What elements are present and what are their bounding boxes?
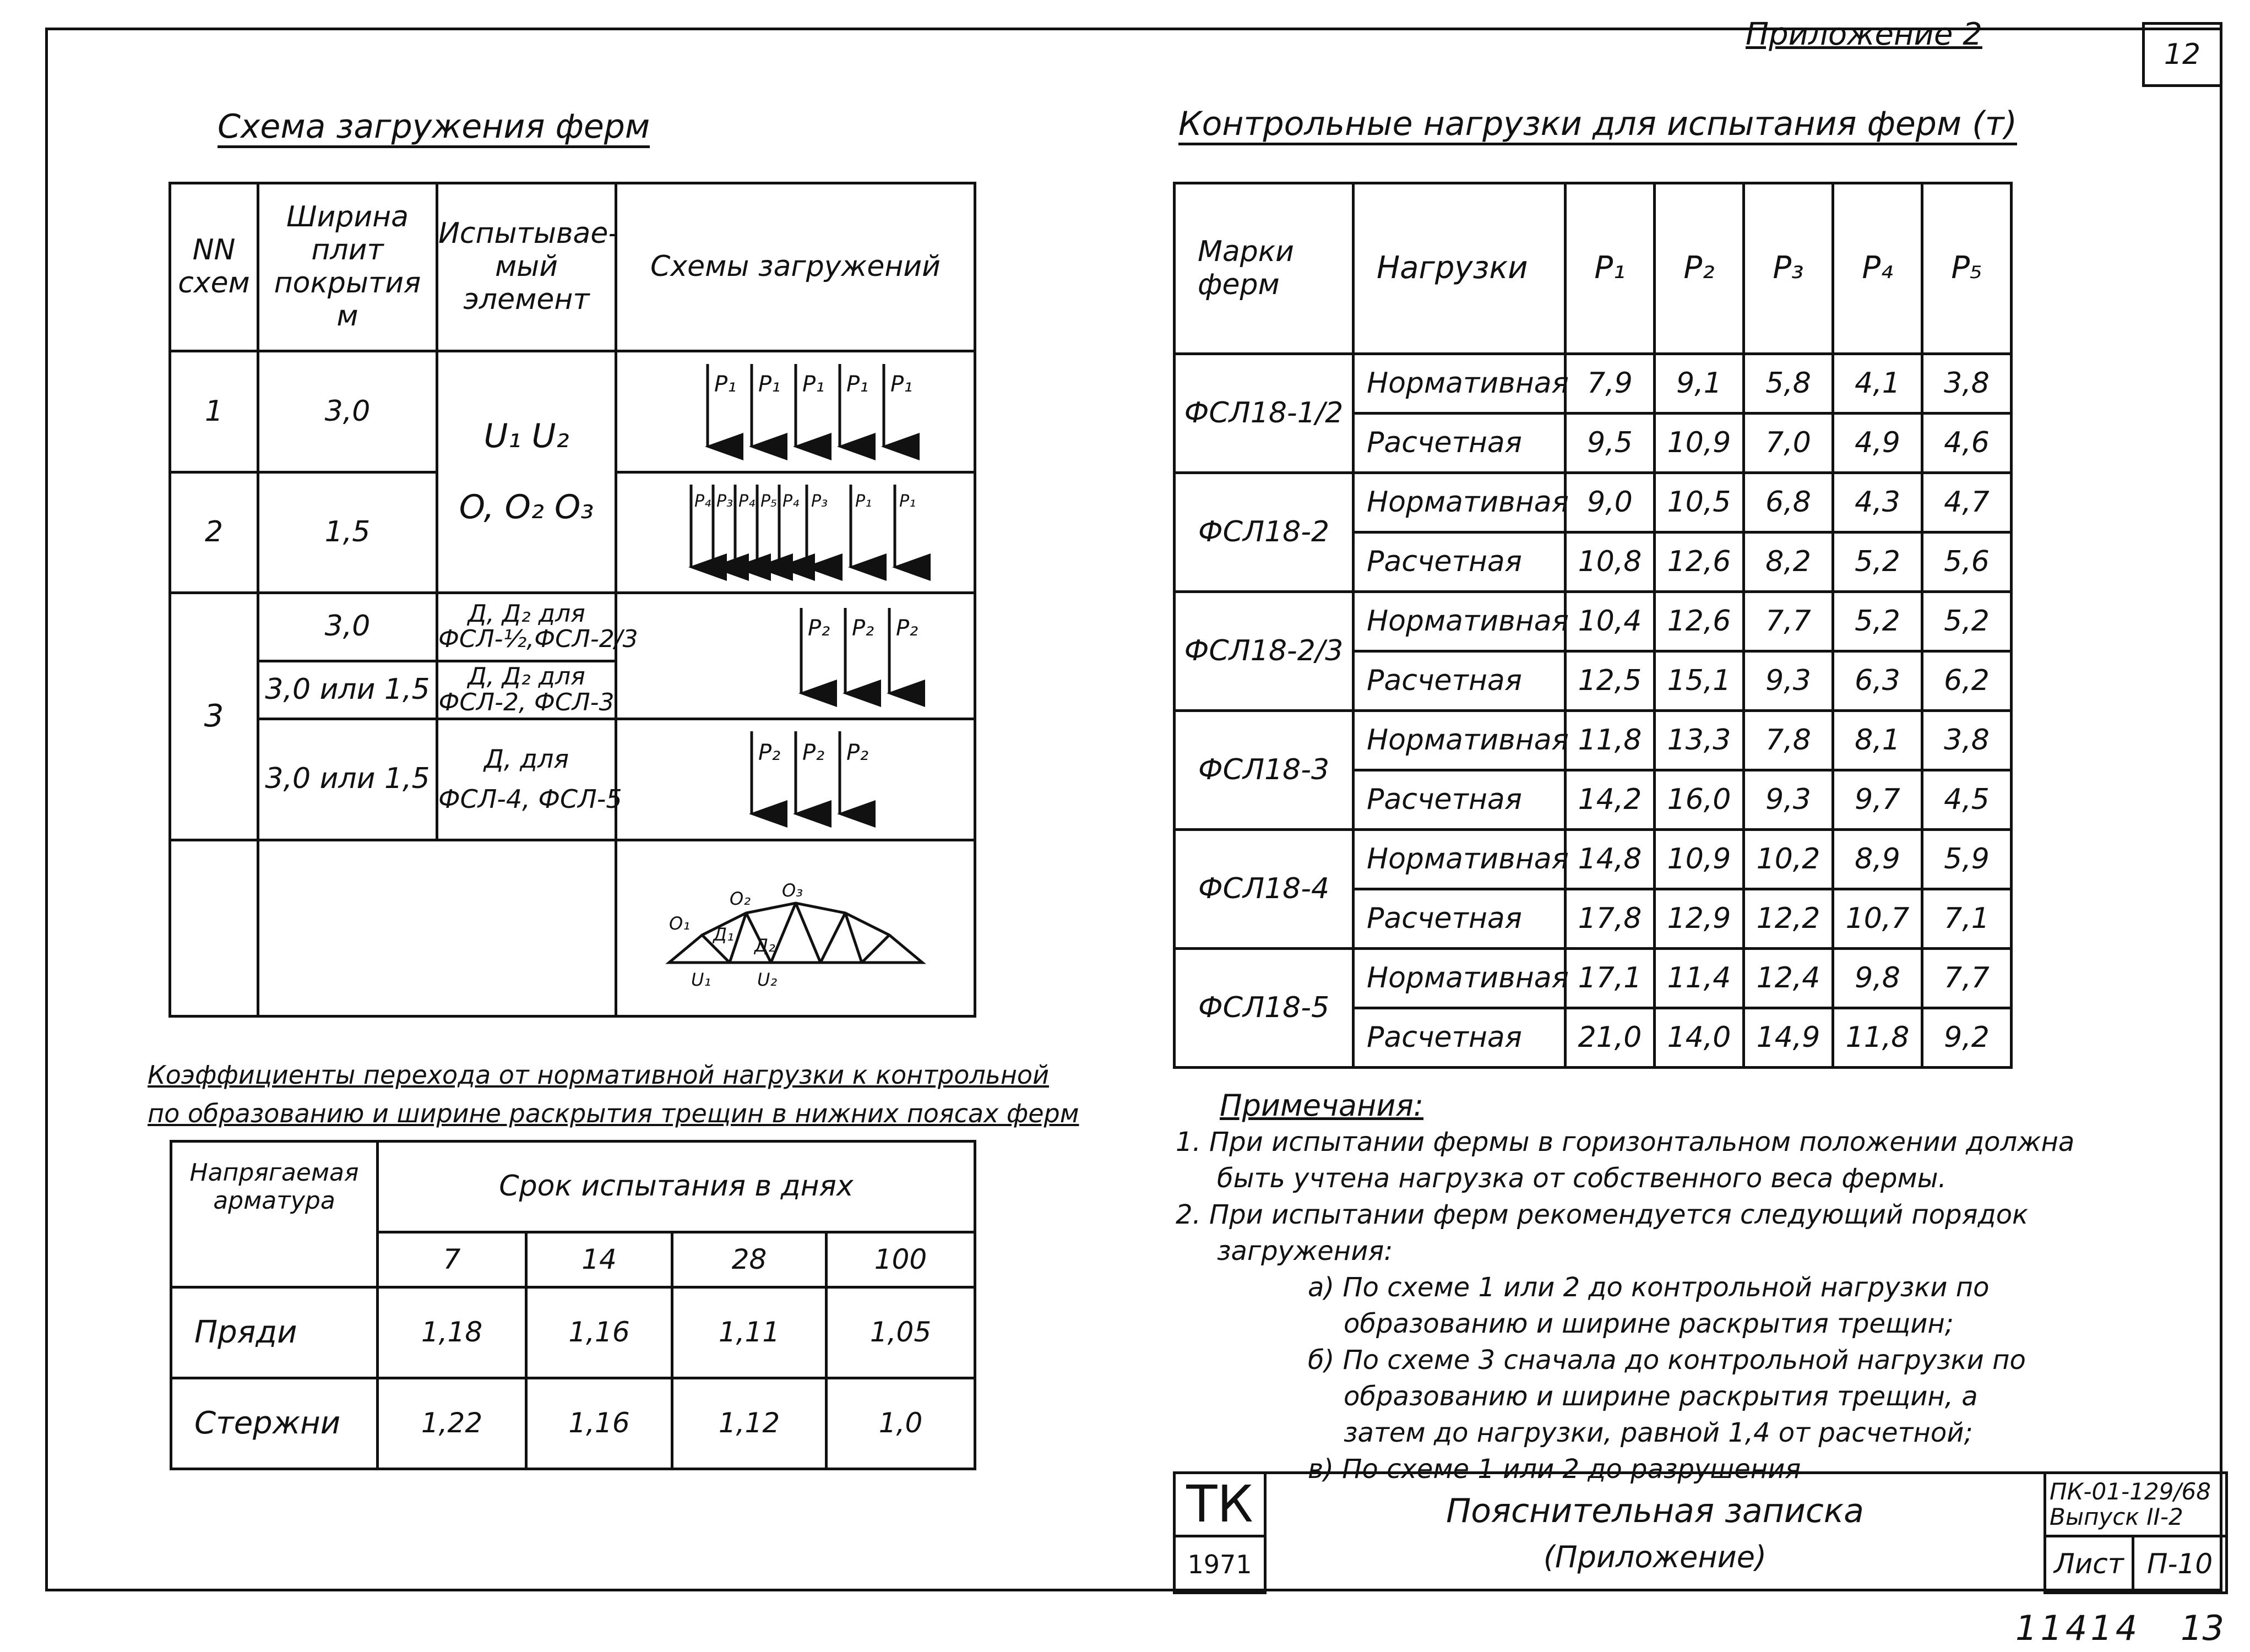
load-label: P₃ (811, 492, 828, 511)
load-label: P₂ (895, 615, 918, 641)
load-type: Нормативная (1354, 949, 1566, 1008)
header-p5: P₅ (1922, 183, 2012, 354)
header-load-type: Нагрузки (1354, 183, 1566, 354)
load-value: 10,5 (1655, 473, 1744, 532)
load-type: Расчетная (1354, 651, 1566, 711)
load-value: 17,8 (1566, 889, 1655, 949)
load-value: 8,9 (1833, 830, 1922, 889)
day-header: 100 (827, 1232, 975, 1287)
load-type: Расчетная (1354, 532, 1566, 592)
load-value: 7,7 (1744, 592, 1833, 651)
load-type: Расчетная (1354, 770, 1566, 830)
sheet-number: 12 (2164, 38, 2201, 71)
empty-cell (170, 840, 258, 1016)
load-value: 6,2 (1922, 651, 2012, 711)
note-line: б) По схеме 3 сначала до контрольной нагрузки по (1308, 1345, 2026, 1376)
truss-mark: ФСЛ18-3 (1175, 711, 1354, 830)
load-type: Нормативная (1354, 473, 1566, 532)
title-block (1173, 1471, 2228, 1594)
coef-value: 1,05 (827, 1287, 975, 1378)
empty-cell (258, 840, 616, 1016)
load-type: Нормативная (1354, 354, 1566, 414)
load-value: 7,0 (1744, 414, 1833, 473)
slab-width: 3,0 или 1,5 (258, 719, 437, 840)
load-value: 5,2 (1922, 592, 2012, 651)
load-label: P₂ (802, 740, 824, 766)
coef-value: 1,16 (526, 1378, 672, 1469)
footer-right: 13 (2181, 1608, 2224, 1648)
scheme-1-arrows (619, 353, 972, 463)
load-type: Расчетная (1354, 414, 1566, 473)
scheme-3a-arrows (619, 594, 972, 710)
header-scheme-no: NN схем (170, 183, 258, 351)
load-value: 5,2 (1833, 532, 1922, 592)
load-label: P₂ (851, 615, 874, 641)
load-label: P₄ (738, 492, 755, 511)
load-value: 10,8 (1566, 532, 1655, 592)
load-value: 12,4 (1744, 949, 1833, 1008)
load-value: 10,2 (1744, 830, 1833, 889)
coef-value: 1,16 (526, 1287, 672, 1378)
header-p2: P₂ (1655, 183, 1744, 354)
load-label: P₂ (758, 740, 780, 766)
header-truss-mark: Марки ферм (1175, 183, 1354, 354)
loading-scheme-2 (616, 472, 975, 593)
truss-label: O₁ (669, 913, 690, 934)
load-value: 6,8 (1744, 473, 1833, 532)
load-value: 5,9 (1922, 830, 2012, 889)
note-line: затем до нагрузки, равной 1,4 от расчетной; (1344, 1417, 1973, 1448)
load-value: 12,5 (1566, 651, 1655, 711)
coef-value: 1,0 (827, 1378, 975, 1469)
header-p4: P₄ (1833, 183, 1922, 354)
load-value: 14,9 (1744, 1008, 1833, 1068)
stamp-year: 1971 (1175, 1536, 1265, 1593)
load-label: P₂ (807, 615, 830, 641)
scheme-2-arrows (619, 474, 972, 584)
stamp-title: Пояснительная записка (1446, 1492, 1864, 1531)
load-label: P₁ (758, 371, 780, 397)
note-line: 2. При испытании ферм рекомендуется следующий порядок (1176, 1199, 2029, 1230)
scheme-no: 1 (170, 351, 258, 472)
note-line: образованию и ширине раскрытия трещин, а (1344, 1381, 1978, 1412)
coef-title-line1: Коэффициенты перехода от нормативной нагрузки к контрольной (148, 1060, 1049, 1090)
load-value: 15,1 (1655, 651, 1744, 711)
note-line: а) По схеме 1 или 2 до контрольной нагрузки по (1308, 1272, 1990, 1303)
stamp-code: ПК-01-129/68 (2050, 1477, 2211, 1505)
header-test-term: Срок испытания в днях (378, 1142, 975, 1232)
load-value: 6,3 (1833, 651, 1922, 711)
scheme-title: Схема загружения ферм (218, 110, 650, 148)
load-label: P₁ (846, 371, 868, 397)
tested-element-text: ФСЛ-½,ФСЛ-2/3 (438, 625, 638, 654)
load-value: 4,1 (1833, 354, 1922, 414)
load-value: 9,8 (1833, 949, 1922, 1008)
load-value: 14,0 (1655, 1008, 1744, 1068)
stamp-org: ТК (1175, 1473, 1265, 1536)
loads-title: Контрольные нагрузки для испытания ферм (т) (1178, 107, 2017, 145)
load-label: P₂ (846, 740, 868, 766)
slab-width: 3,0 (258, 351, 437, 472)
load-value: 10,7 (1833, 889, 1922, 949)
header-p3: P₃ (1744, 183, 1833, 354)
load-label: P₃ (716, 492, 733, 511)
coef-value: 1,12 (672, 1378, 827, 1469)
truss-mark: ФСЛ18-2/3 (1175, 592, 1354, 711)
scheme-3b-arrows (619, 720, 972, 830)
load-value: 14,8 (1566, 830, 1655, 889)
load-label: P₁ (855, 492, 872, 511)
load-value: 4,6 (1922, 414, 2012, 473)
truss-mark: ФСЛ18-5 (1175, 949, 1354, 1068)
load-label: P₁ (890, 371, 912, 397)
control-loads-table (1173, 182, 2013, 1069)
note-line: загружения: (1217, 1236, 1393, 1267)
load-value: 8,1 (1833, 711, 1922, 770)
truss-label: O₂ (729, 888, 751, 910)
load-label: P₄ (694, 492, 711, 511)
stamp-subtitle: (Приложение) (1543, 1540, 1767, 1575)
load-value: 7,1 (1922, 889, 2012, 949)
note-line: образованию и ширине раскрытия трещин; (1344, 1308, 1954, 1339)
truss-mark: ФСЛ18-4 (1175, 830, 1354, 949)
load-value: 5,2 (1833, 592, 1922, 651)
load-value: 9,3 (1744, 770, 1833, 830)
note-line: в) По схеме 1 или 2 до разрушения (1308, 1454, 1801, 1485)
load-value: 12,6 (1655, 592, 1744, 651)
load-value: 5,8 (1744, 354, 1833, 414)
load-value: 4,7 (1922, 473, 2012, 532)
load-value: 11,8 (1833, 1008, 1922, 1068)
load-value: 9,2 (1922, 1008, 2012, 1068)
load-value: 8,2 (1744, 532, 1833, 592)
load-value: 12,2 (1744, 889, 1833, 949)
sheet-number-box (2142, 22, 2222, 87)
truss-label: Д₂ (754, 935, 775, 957)
header-slab-width: Ширина плит покрытия м (258, 183, 437, 351)
coef-value: 1,22 (378, 1378, 526, 1469)
slab-width: 3,0 (258, 593, 437, 661)
load-type: Нормативная (1354, 830, 1566, 889)
load-value: 9,3 (1744, 651, 1833, 711)
load-label: P₅ (760, 492, 777, 511)
tested-element-cell (437, 593, 638, 661)
load-value: 14,2 (1566, 770, 1655, 830)
tested-element-text: ФСЛ-2, ФСЛ-3 (438, 688, 615, 716)
load-value: 17,1 (1566, 949, 1655, 1008)
load-label: P₁ (802, 371, 824, 397)
note-line: быть учтена нагрузка от собственного веса фермы. (1217, 1163, 1947, 1194)
truss-label: U₁ (691, 969, 711, 991)
stamp-code-cell (2045, 1473, 2227, 1536)
truss-label: O₃ (781, 880, 803, 901)
load-value: 9,1 (1655, 354, 1744, 414)
reinforcement-name: Стержни (171, 1378, 378, 1469)
tested-element-text: Д, Д₂ для (468, 600, 585, 628)
day-header: 7 (378, 1232, 526, 1287)
truss-mark: ФСЛ18-1/2 (1175, 354, 1354, 473)
stamp-sheet-label: Лист (2045, 1536, 2133, 1593)
load-value: 10,4 (1566, 592, 1655, 651)
load-value: 5,6 (1922, 532, 2012, 592)
load-type: Нормативная (1354, 592, 1566, 651)
loading-scheme-table (169, 182, 976, 1018)
load-value: 16,0 (1655, 770, 1744, 830)
tested-element-text: Д, для (483, 743, 569, 774)
day-header: 14 (526, 1232, 672, 1287)
loading-scheme-3b (616, 719, 975, 840)
appendix-label: Приложение 2 (1746, 17, 1982, 52)
load-label: P₁ (899, 492, 916, 511)
truss-label: Д₁ (713, 924, 734, 945)
load-value: 10,9 (1655, 414, 1744, 473)
load-value: 12,6 (1655, 532, 1744, 592)
coef-title-line2: по образованию и ширине раскрытия трещин в нижних поясах ферм (148, 1099, 1079, 1128)
tested-element-cell (437, 719, 622, 840)
truss-mark: ФСЛ18-2 (1175, 473, 1354, 592)
load-value: 11,4 (1655, 949, 1744, 1008)
tested-element-cell (437, 351, 616, 593)
scheme-no: 3 (170, 593, 258, 840)
load-type: Нормативная (1354, 711, 1566, 770)
coef-value: 1,18 (378, 1287, 526, 1378)
load-value: 7,8 (1744, 711, 1833, 770)
load-value: 9,5 (1566, 414, 1655, 473)
slab-width: 1,5 (258, 472, 437, 593)
load-value: 9,7 (1833, 770, 1922, 830)
tested-element-cell (437, 661, 616, 719)
header-loading-schemes: Схемы загружений (616, 183, 975, 351)
load-value: 7,9 (1566, 354, 1655, 414)
load-label: P₄ (782, 492, 799, 511)
load-value: 21,0 (1566, 1008, 1655, 1068)
load-value: 4,5 (1922, 770, 2012, 830)
day-header: 28 (672, 1232, 827, 1287)
stamp-sheet-value: П-10 (2133, 1536, 2227, 1593)
load-value: 4,3 (1833, 473, 1922, 532)
load-value: 3,8 (1922, 354, 2012, 414)
load-type: Расчетная (1354, 889, 1566, 949)
header-tested-element: Испытывае-мый элемент (437, 183, 616, 351)
load-label: P₁ (714, 371, 736, 397)
truss-diagram-cell (616, 840, 975, 1016)
tested-element-text: U₁ U₂ (483, 416, 569, 455)
stamp-issue: Выпуск II-2 (2050, 1503, 2183, 1530)
load-value: 3,8 (1922, 711, 2012, 770)
tested-element-text: O, O₂ O₃ (459, 487, 594, 526)
header-p1: P₁ (1566, 183, 1655, 354)
stamp-title-cell (1265, 1473, 2045, 1593)
load-value: 4,9 (1833, 414, 1922, 473)
loading-scheme-3a (616, 593, 975, 719)
tested-element-text: ФСЛ-4, ФСЛ-5 (438, 784, 622, 814)
load-value: 13,3 (1655, 711, 1744, 770)
slab-width: 3,0 или 1,5 (258, 661, 437, 719)
footer-left: 11414 (2015, 1608, 2141, 1648)
coef-table (170, 1140, 976, 1470)
note-line: 1. При испытании фермы в горизонтальном положении должна (1176, 1127, 2075, 1158)
load-value: 12,9 (1655, 889, 1744, 949)
truss-label: U₂ (757, 969, 777, 991)
scheme-no: 2 (170, 472, 258, 593)
load-type: Расчетная (1354, 1008, 1566, 1068)
load-value: 7,7 (1922, 949, 2012, 1008)
reinforcement-name: Пряди (171, 1287, 378, 1378)
load-value: 9,0 (1566, 473, 1655, 532)
truss-diagram (619, 841, 972, 1007)
notes (1176, 1088, 2074, 1487)
coef-value: 1,11 (672, 1287, 827, 1378)
loading-scheme-1 (616, 351, 975, 472)
load-value: 11,8 (1566, 711, 1655, 770)
tested-element-text: Д, Д₂ для (468, 662, 585, 691)
load-value: 10,9 (1655, 830, 1744, 889)
notes-heading: Примечания: (1220, 1088, 1424, 1123)
header-reinforcement: Напрягаемая арматура (171, 1142, 378, 1287)
